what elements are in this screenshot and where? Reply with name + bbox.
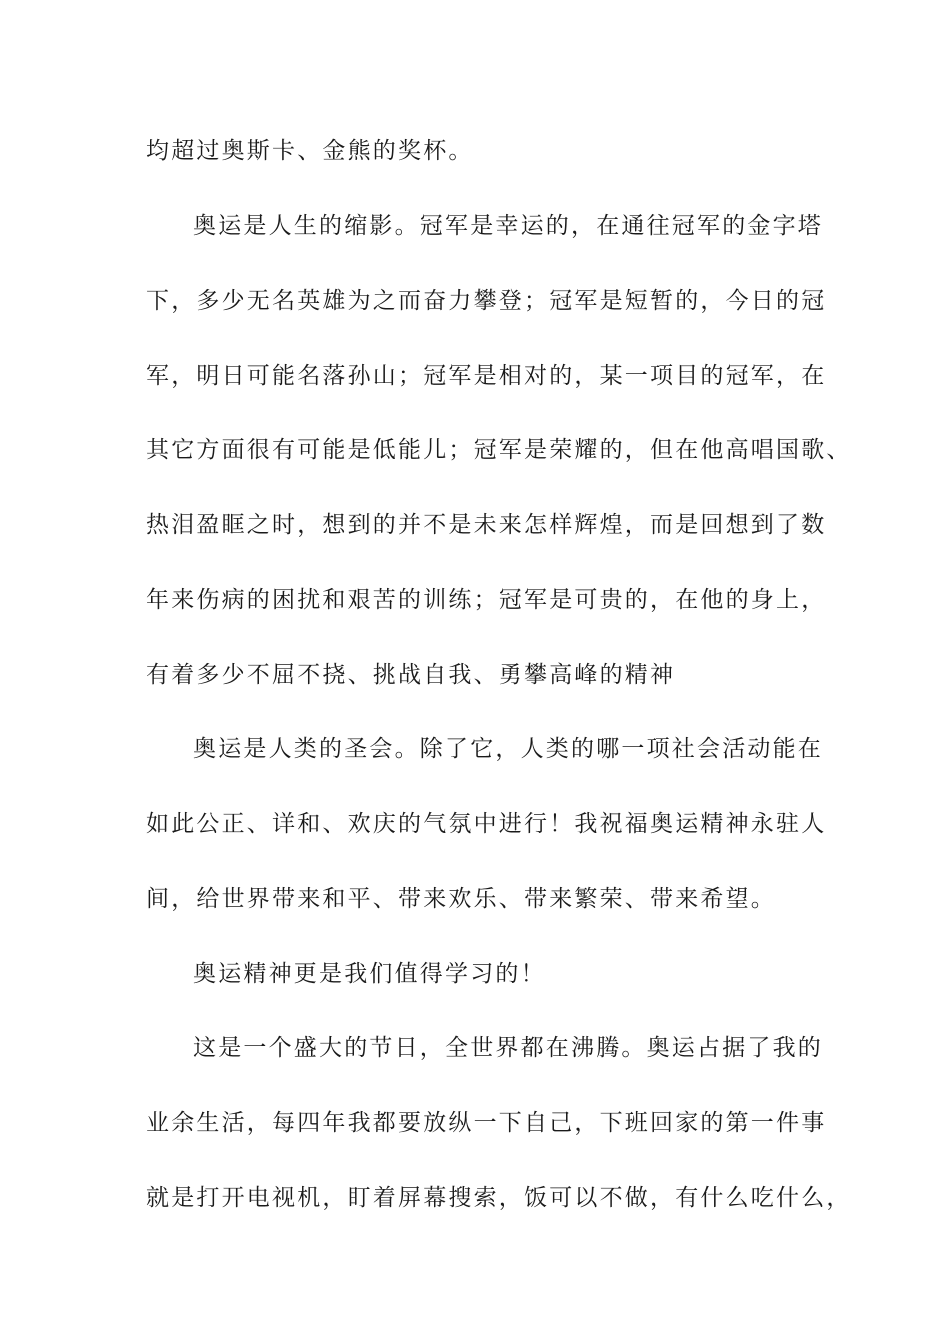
text-line-5: 其它方面很有可能是低能儿；冠军是荣耀的，但在他高唱国歌、 [146,437,852,463]
paragraph-start-line: 奥运是人生的缩影。冠军是幸运的，在通往冠军的金字塔 [193,213,823,239]
text-line-8: 有着多少不屈不挠、挑战自我、勇攀高峰的精神 [146,662,676,688]
text-line-4: 军，明日可能名落孙山；冠军是相对的，某一项目的冠军，在 [146,363,827,389]
text-line-10: 如此公正、详和、欢庆的气氛中进行！我祝福奥运精神永驻人 [146,811,827,837]
text-line-14: 业余生活，每四年我都要放纵一下自己，下班回家的第一件事 [146,1110,827,1136]
text-line-3: 下，多少无名英雄为之而奋力攀登；冠军是短暂的，今日的冠 [146,288,827,314]
text-line-15: 就是打开电视机，盯着屏幕搜索，饭可以不做，有什么吃什么， [146,1185,852,1211]
text-line-11: 间，给世界带来和平、带来欢乐、带来繁荣、带来希望。 [146,886,776,912]
text-line-7: 年来伤病的困扰和艰苦的训练；冠军是可贵的，在他的身上， [146,587,827,613]
paragraph-start-line: 奥运是人类的圣会。除了它，人类的哪一项社会活动能在 [193,736,823,762]
text-line-1: 均超过奥斯卡、金熊的奖杯。 [146,138,474,164]
paragraph-start-line: 这是一个盛大的节日，全世界都在沸腾。奥运占据了我的 [193,1035,823,1061]
paragraph-start-line: 奥运精神更是我们值得学习的！ [193,961,546,987]
text-line-6: 热泪盈眶之时，想到的并不是未来怎样辉煌，而是回想到了数 [146,512,827,538]
